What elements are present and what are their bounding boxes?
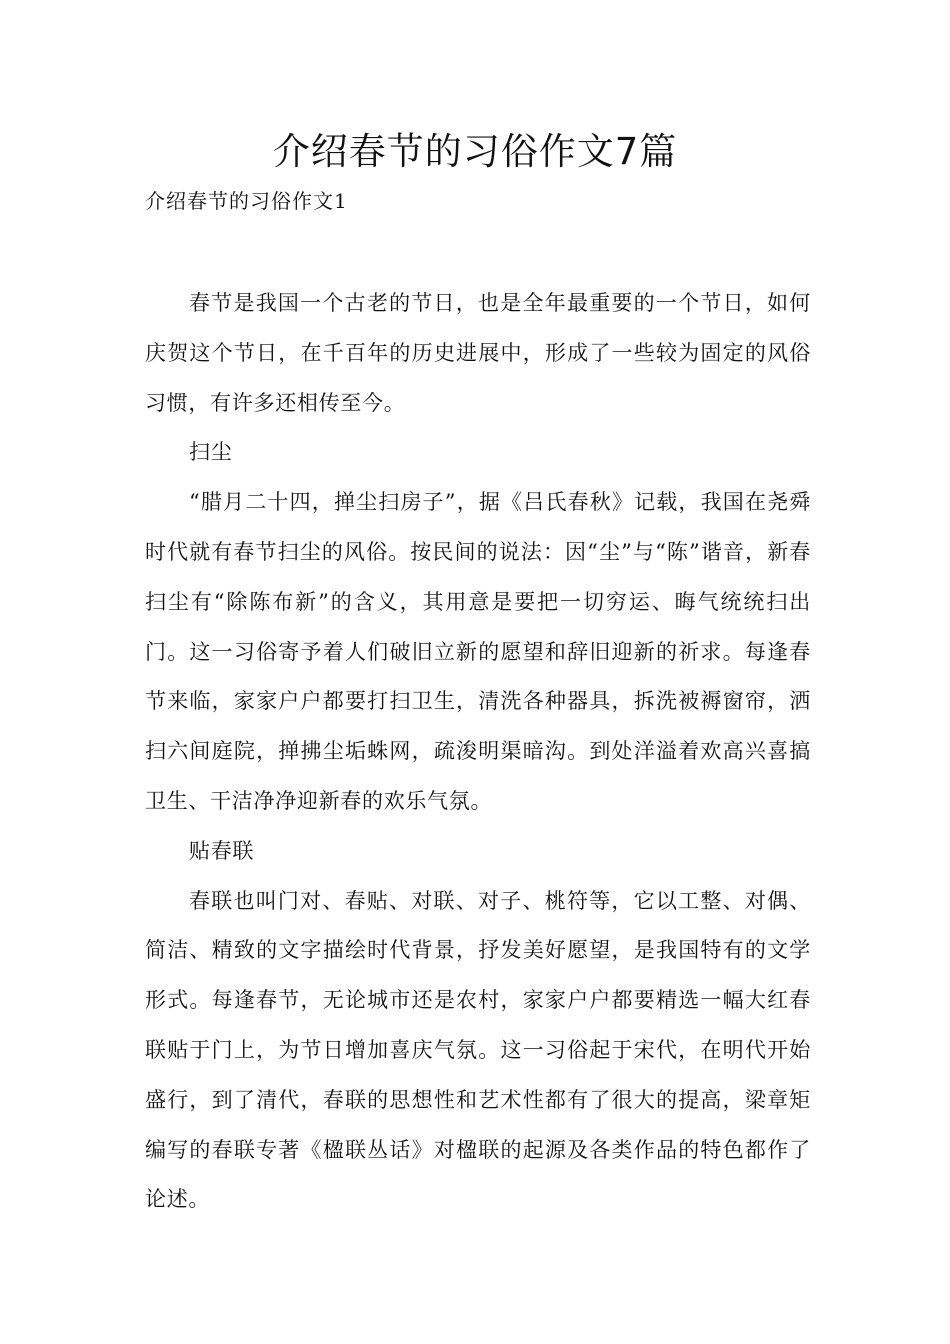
essay-subtitle: 介绍春节的习俗作文1 (145, 189, 348, 213)
sweeping-paragraph: “腊月二十四，掸尘扫房子”，据《吕氏春秋》记载，我国在尧舜时代就有春节扫尘的风俗。按民间的说法：因“尘”与“陈”谐音，新春扫尘有“除陈布新”的含义，其用意是要把一切穷运、晦气统统扫出门。这一习俗寄予着人们破旧立新的愿望和辞旧迎新的祈求。每逢春节来临，家家户户都要打扫卫生，清洗各种器具，拆洗被褥窗帘，洒扫六间庭院，掸拂尘垢蛛网，疏浚明渠暗沟。到处洋溢着欢高兴喜搞卫生、干洁净净迎新春的欢乐气氛。 (145, 490, 811, 813)
couplets-paragraph: 春联也叫门对、春贴、对联、对子、桃符等，它以工整、对偶、简洁、精致的文字描绘时代背景，抒发美好愿望，是我国特有的文学形式。每逢春节，无论城市还是农村，家家户户都要精选一幅大红春联贴于门上，为节日增加喜庆气氛。这一习俗起于宋代，在明代开始盛行，到了清代，春联的思想性和艺术性都有了很大的提高，梁章矩编写的春联专著《楹联丛话》对楹联的起源及各类作品的特色都作了论述。 (145, 888, 811, 1212)
document-body (145, 279, 811, 1225)
section-heading-couplets: 贴春联 (189, 838, 255, 863)
section-heading-sweeping: 扫尘 (189, 440, 233, 465)
intro-paragraph: 春节是我国一个古老的节日，也是全年最重要的一个节日，如何庆贺这个节日，在千百年的历史进展中，形成了一些较为固定的风俗习惯，有许多还相传至今。 (145, 291, 811, 415)
document-title: 介绍春节的习俗作文7篇 (272, 130, 678, 173)
